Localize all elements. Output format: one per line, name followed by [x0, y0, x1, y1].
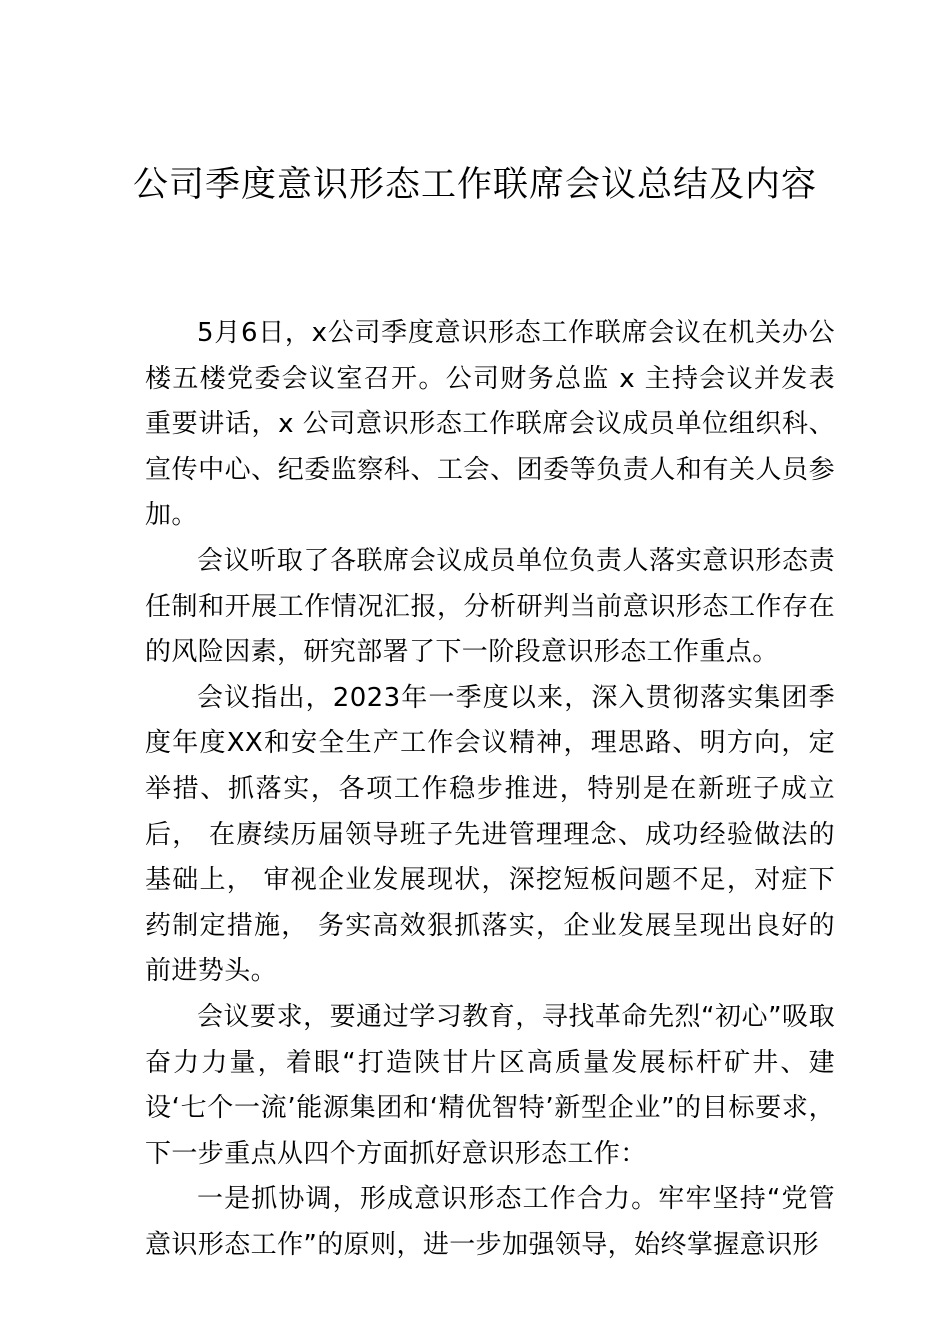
paragraph: 会议指出，2023年一季度以来，深入贯彻落实集团季度年度XX和安全生产工作会议精神，理思路、明方向，定举措、抓落实，各项工作稳步推进，特别是在新班子成立后， 在赓续历届领导班子先进管理理念、成功经验做法的基础上， 审视企业发展现状，深挖短板问题不足，对症下药制定措施， 务实高效狠抓落实，企业发展呈现出良好的前进势头。 [145, 682, 835, 987]
paragraph: 5月6日，x公司季度意识形态工作联席会议在机关办公楼五楼党委会议室召开。公司财务总监 x 主持会议并发表重要讲话，x 公司意识形态工作联席会议成员单位组织科、宣传中心、纪委监察科、工会、团委等负责人和有关人员参加。 [145, 318, 835, 531]
document-title: 公司季度意识形态工作联席会议总结及内容 [132, 165, 817, 205]
document-body [145, 311, 835, 1268]
paragraph: 会议要求，要通过学习教育，寻找革命先烈“初心”吸取奋力力量，着眼“打造陕甘片区高质量发展标杆矿井、建设‘七个一流’能源集团和‘精优智特’新型企业”的目标要求，下一步重点从四个方面抓好意识形态工作： [145, 1001, 835, 1169]
paragraph: 一是抓协调，形成意识形态工作合力。牢牢坚持“党管意识形态工作”的原则，进一步加强领导，始终掌握意识形 [145, 1184, 835, 1260]
paragraph: 会议听取了各联席会议成员单位负责人落实意识形态责任制和开展工作情况汇报，分析研判当前意识形态工作存在的风险因素，研究部署了下一阶段意识形态工作重点。 [145, 545, 835, 668]
